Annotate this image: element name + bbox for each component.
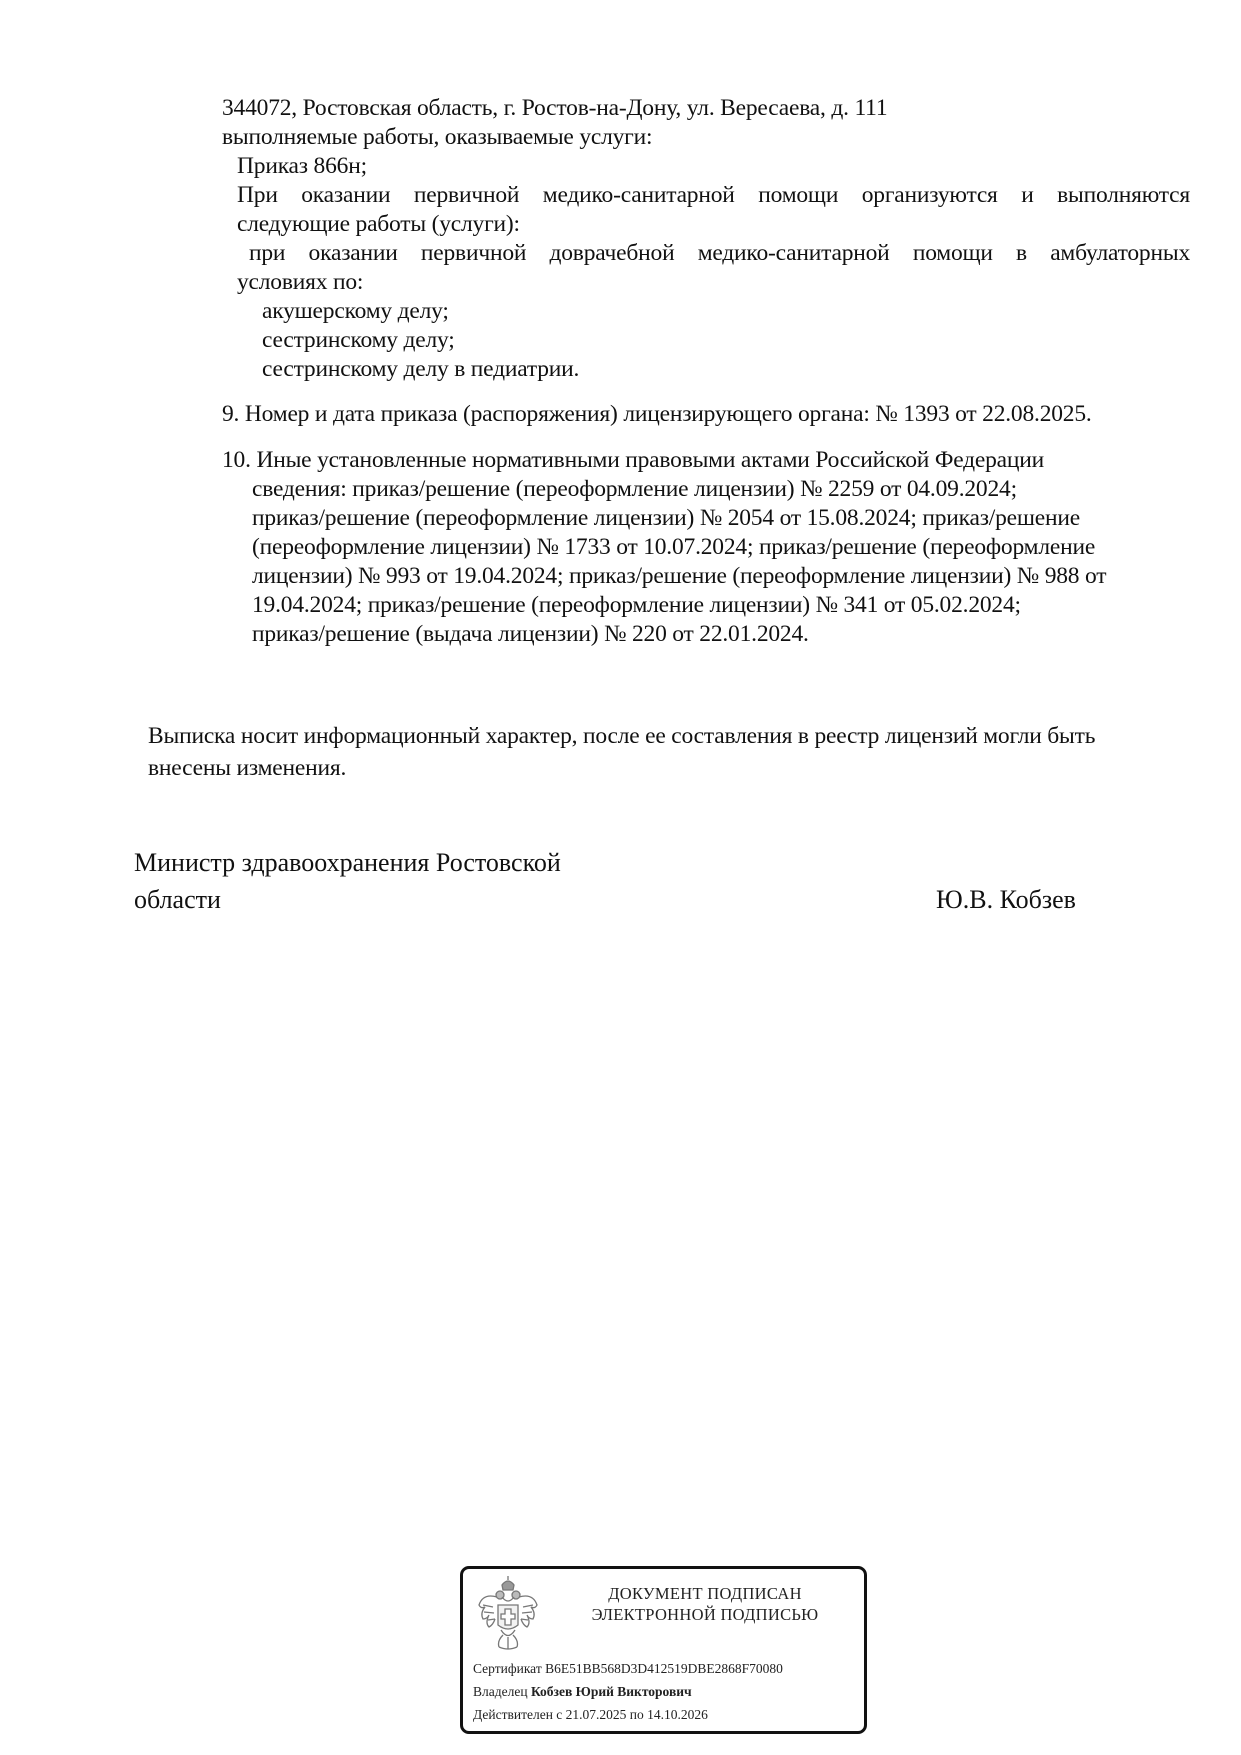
section-10-heading: 10. Иные установленные нормативными правовыми актами Российской Федерации (222, 447, 1045, 473)
certificate-value: B6E51BB568D3D412519DBE2868F70080 (545, 1661, 783, 1676)
section-10-line: (переоформление лицензии) № 1733 от 10.07.2024; приказ/решение (переоформление (252, 534, 1096, 560)
order-reference: Приказ 866н; (237, 153, 367, 179)
section-10-line: 19.04.2024; приказ/решение (переоформление лицензии) № 341 от 05.02.2024; (252, 592, 1021, 618)
services-heading: выполняемые работы, оказываемые услуги: (222, 124, 653, 150)
primary-care-intro-line2: следующие работы (услуги): (237, 211, 520, 237)
signatory-name: Ю.В. Кобзев (936, 885, 1076, 914)
service-item: сестринскому делу в педиатрии. (262, 356, 580, 382)
signatory-position-line2: области (134, 885, 221, 914)
section-10-line: сведения: приказ/решение (переоформление лицензии) № 2259 от 04.09.2024; (252, 476, 1017, 502)
owner-row (473, 1682, 692, 1702)
section-10-line: лицензии) № 993 от 19.04.2024; приказ/решение (переоформление лицензии) № 988 от (252, 563, 1107, 589)
stamp-title-line2: ЭЛЕКТРОННОЙ ПОДПИСЬЮ (591, 1605, 819, 1624)
signatory-position-line1: Министр здравоохранения Ростовской (134, 848, 561, 877)
service-item: сестринскому делу; (262, 327, 455, 353)
address-line: 344072, Ростовская область, г. Ростов-на-Дону, ул. Вересаева, д. 111 (222, 95, 888, 121)
validity-row: Действителен с 21.07.2025 по 14.10.2026 (473, 1707, 708, 1722)
prehospital-intro-line2: условиях по: (237, 269, 364, 295)
disclaimer-line1: Выписка носит информационный характер, после ее составления в реестр лицензий могли быть (148, 723, 1096, 749)
certificate-row (473, 1659, 783, 1679)
prehospital-intro-line1: при оказании первичной доврачебной медико-санитарной помощи в амбулаторных (249, 240, 1190, 266)
service-item: акушерскому делу; (262, 298, 449, 324)
section-10-line: приказ/решение (выдача лицензии) № 220 от 22.01.2024. (252, 621, 809, 647)
disclaimer-line2: внесены изменения. (148, 755, 347, 781)
section-9-order-number: 9. Номер и дата приказа (распоряжения) лицензирующего органа: № 1393 от 22.08.2025. (222, 401, 1092, 427)
section-10-line: приказ/решение (переоформление лицензии) № 2054 от 15.08.2024; приказ/решение (252, 505, 1081, 531)
electronic-signature-stamp (460, 1566, 867, 1734)
certificate-label: Сертификат (473, 1661, 542, 1676)
owner-label: Владелец (473, 1684, 528, 1699)
stamp-title (555, 1583, 855, 1625)
stamp-title-line1: ДОКУМЕНТ ПОДПИСАН (608, 1584, 802, 1603)
primary-care-intro-line1: При оказании первичной медико-санитарной помощи организуются и выполняются (237, 182, 1190, 208)
coat-of-arms-icon (475, 1575, 541, 1653)
owner-value: Кобзев Юрий Викторович (530, 1684, 692, 1699)
